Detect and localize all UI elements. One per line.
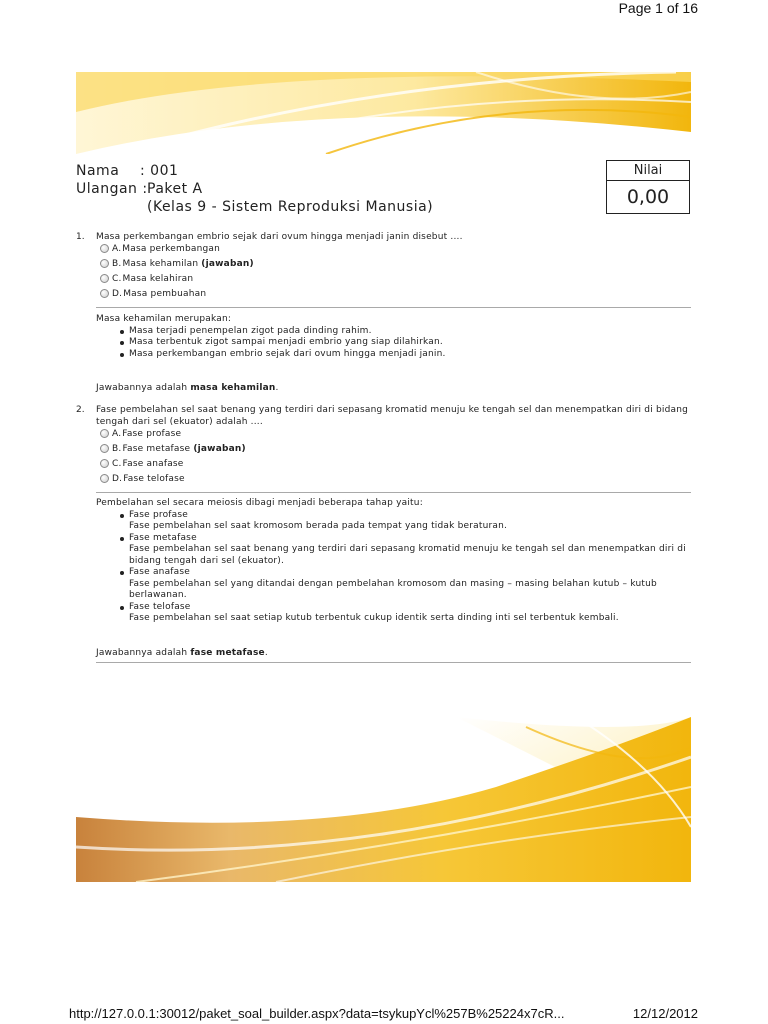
score-label: Nilai (607, 161, 689, 181)
explanation-list (96, 326, 686, 361)
answer-tag: (jawaban) (201, 259, 254, 269)
option-a[interactable]: A.Masa perkembangan (100, 243, 220, 255)
divider (96, 307, 691, 308)
option-d[interactable]: D.Fase telofase (100, 473, 185, 485)
radio-icon[interactable] (100, 244, 109, 253)
option-b[interactable]: B.Fase metafase (jawaban) (100, 443, 246, 455)
answer-tag: (jawaban) (193, 444, 246, 454)
radio-icon[interactable] (100, 289, 109, 298)
question-number: 1. (76, 232, 85, 242)
radio-icon[interactable] (100, 429, 109, 438)
ulangan-value: Paket A (147, 181, 203, 197)
explanation-intro: Masa kehamilan merupakan: (96, 314, 232, 324)
page-indicator: Page 1 of 16 (618, 0, 698, 16)
question-number: 2. (76, 405, 85, 415)
nama-label: Nama (76, 163, 120, 179)
explanation (96, 498, 686, 625)
ulangan-label: Ulangan : (76, 181, 148, 197)
nama-value: : 001 (140, 163, 179, 179)
option-a[interactable]: A.Fase profase (100, 428, 181, 440)
explanation-item: Masa terjadi penempelan zigot pada dinding rahim. (129, 326, 686, 338)
radio-icon[interactable] (100, 259, 109, 268)
option-d[interactable]: D.Masa pembuahan (100, 288, 206, 300)
explanation-item: Fase anafase Fase pembelahan sel yang ditandai dengan pembelahan kromosom dan masing – masing belahan kutub – kutub berlawanan. (129, 567, 686, 602)
radio-icon[interactable] (100, 474, 109, 483)
answer-statement: Jawabannya adalah fase metafase. (96, 648, 268, 658)
exam-sheet (76, 72, 691, 882)
question-text: Fase pembelahan sel saat benang yang terdiri dari sepasang kromatid menuju ke tengah sel dan menempatkan diri di bidang tengah dari sel (ekuator) adalah .... (96, 405, 689, 427)
explanation-item: Masa terbentuk zigot sampai menjadi embrio yang siap dilahirkan. (129, 337, 686, 349)
option-c[interactable]: C.Masa kelahiran (100, 273, 193, 285)
explanation-item: Fase profase Fase pembelahan sel saat kromosom berada pada tempat yang tidak beraturan. (129, 510, 686, 533)
explanation (96, 314, 686, 360)
footer-banner (76, 717, 691, 882)
answer-statement: Jawabannya adalah masa kehamilan. (96, 383, 279, 393)
question-text: Masa perkembangan embrio sejak dari ovum hingga menjadi janin disebut .... (96, 232, 463, 242)
answer-value: masa kehamilan (190, 383, 276, 393)
answer-value: fase metafase (190, 648, 265, 658)
option-b[interactable]: B.Masa kehamilan (jawaban) (100, 258, 254, 270)
divider (96, 662, 691, 663)
radio-icon[interactable] (100, 274, 109, 283)
radio-icon[interactable] (100, 444, 109, 453)
explanation-intro: Pembelahan sel secara meiosis dibagi menjadi beberapa tahap yaitu: (96, 498, 423, 508)
divider (96, 492, 691, 493)
score-box (606, 160, 690, 214)
exam-subtitle: (Kelas 9 - Sistem Reproduksi Manusia) (147, 199, 434, 215)
footer-date: 12/12/2012 (632, 1006, 698, 1021)
score-value: 0,00 (626, 186, 670, 208)
footer-url: http://127.0.0.1:30012/paket_soal_builder.aspx?data=tsykupYcl%257B%25224x7cR... (69, 1006, 565, 1021)
explanation-item: Fase metafase Fase pembelahan sel saat benang yang terdiri dari sepasang kromatid menuju ke tengah sel dan menempatkan diri di bidang tengah dari sel (ekuator). (129, 532, 686, 566)
header-banner (76, 72, 691, 154)
explanation-item: Masa perkembangan embrio sejak dari ovum hingga menjadi janin. (129, 349, 686, 361)
explanation-item: Fase telofase Fase pembelahan sel saat setiap kutub terbentuk cukup identik serta dinding inti sel terbentuk kembali. (129, 602, 686, 625)
option-c[interactable]: C.Fase anafase (100, 458, 184, 470)
radio-icon[interactable] (100, 459, 109, 468)
explanation-list (96, 510, 686, 625)
